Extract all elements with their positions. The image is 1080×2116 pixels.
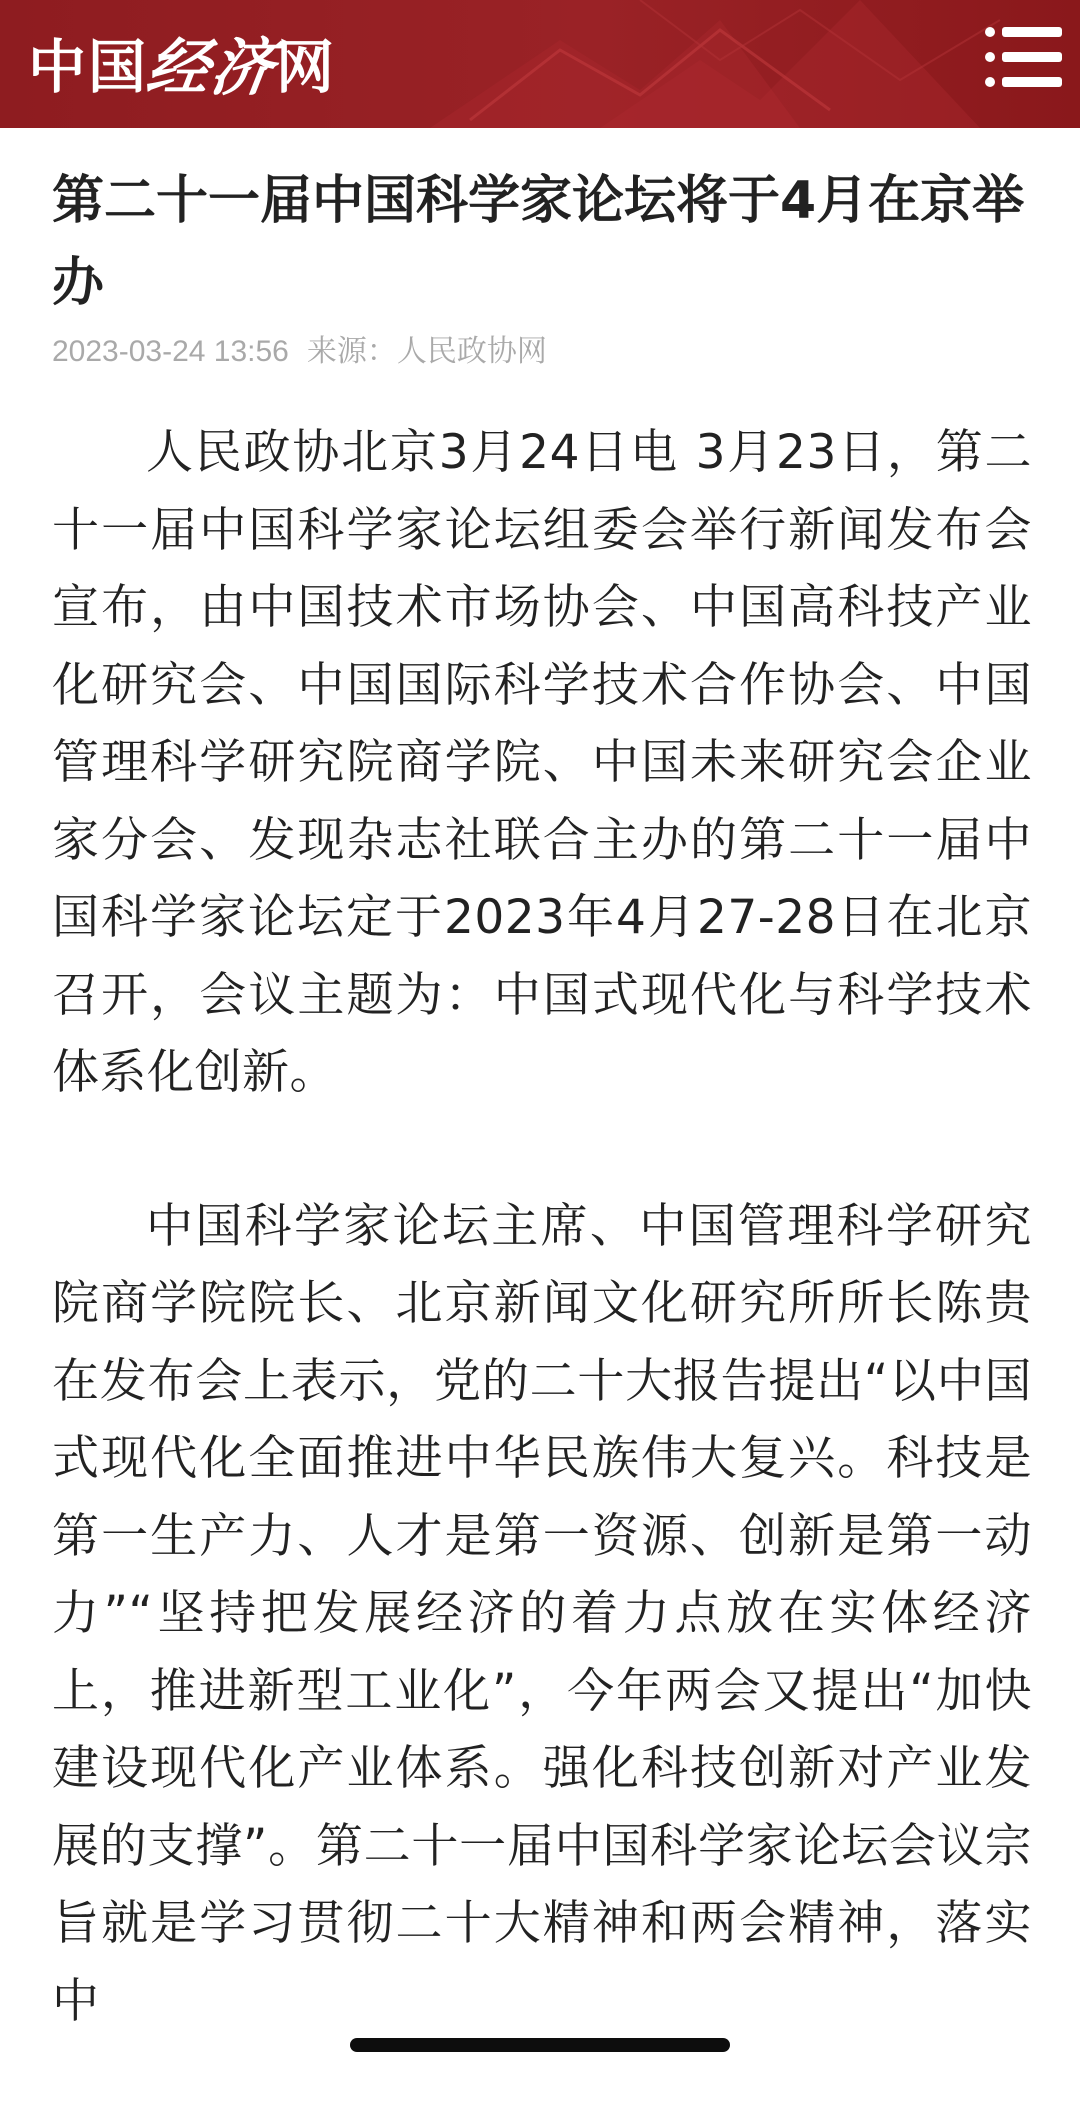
article-paragraph: 中国科学家论坛主席、中国管理科学研究院商学院院长、北京新闻文化研究所所长陈贵在发布会上表示，党的二十大报告提出“以中国式现代化全面推进中华民族伟大复兴。科技是第一生产力、人才是第一资源、创新是第一动力”“坚持把发展经济的着力点放在实体经济上，推进新型工业化”，今年两会又提出“加快建设现代化产业体系。强化科技创新对产业发展的支撑”。第二十一届中国科学家论坛会议宗旨就是学习贯彻二十大精神和两会精神，落实中 — [52, 1198, 1032, 2029]
logo-text-economy: 经济 — [142, 30, 281, 104]
article-body — [52, 414, 1032, 2040]
article-paragraph: 人民政协北京3月24日电 3月23日，第二十一届中国科学家论坛组委会举行新闻发布会宣布，由中国技术市场协会、中国高科技产业化研究会、中国国际科学技术合作协会、中国管理科学研究院商学院、中国未来研究会企业家分会、发现杂志社联合主办的第二十一届中国科学家论坛定于2023年4月27-28日在北京召开，会议主题为：中国式现代化与科学技术体系化创新。 — [52, 425, 1032, 1100]
site-header — [0, 0, 1080, 128]
site-logo[interactable] — [28, 20, 336, 104]
article-source: 来源：人民政协网 — [306, 335, 547, 368]
article-title: 第二十一届中国科学家论坛将于4月在京举办 — [52, 171, 1025, 313]
home-indicator[interactable] — [350, 2038, 730, 2052]
logo-text-china: 中国 — [28, 33, 149, 101]
article-date: 2023-03-24 13:56 — [52, 335, 289, 368]
article-meta — [52, 330, 1032, 374]
logo-text-net: 网 — [276, 33, 337, 101]
menu-button[interactable] — [982, 20, 1066, 94]
hamburger-menu-icon — [982, 20, 1066, 94]
article — [52, 160, 1032, 2116]
